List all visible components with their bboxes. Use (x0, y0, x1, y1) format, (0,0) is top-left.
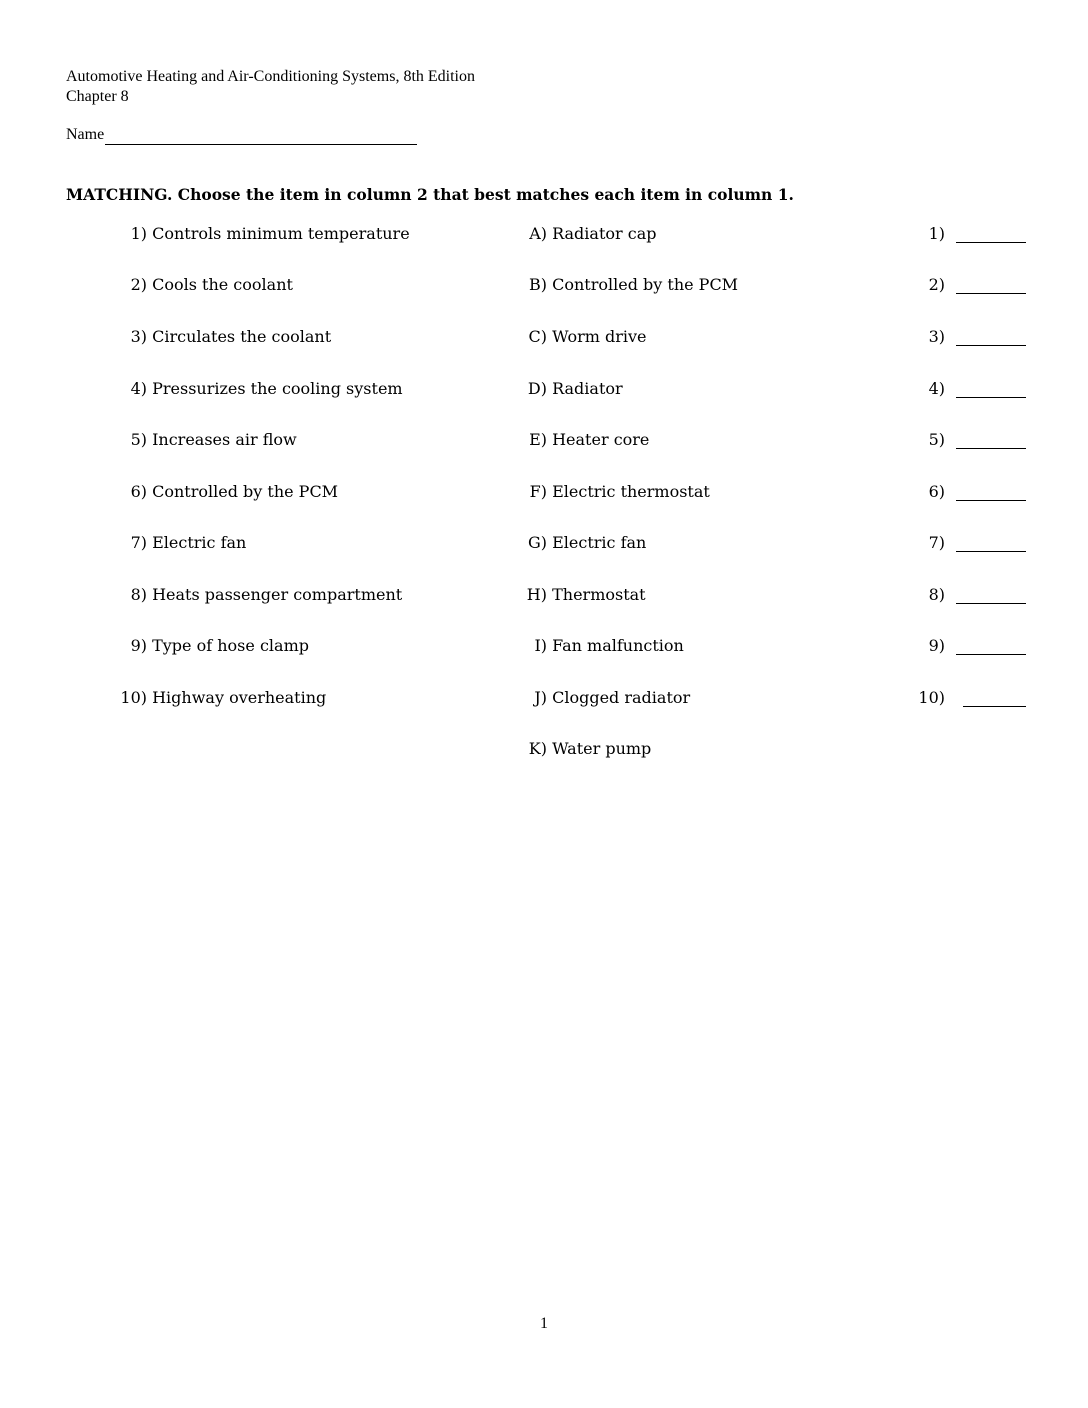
option-text: Clogged radiator (552, 688, 691, 707)
answer-number: 4) (928, 379, 945, 398)
matching-row (0, 686, 1088, 710)
matching-row (0, 737, 1088, 761)
name-label: Name (66, 126, 105, 143)
option-text: Electric thermostat (552, 482, 710, 501)
question-text: Controls minimum temperature (152, 224, 410, 243)
question-item (110, 428, 410, 452)
chapter-label: Chapter 8 (66, 88, 129, 105)
answer-number: 6) (928, 482, 945, 501)
matching-instructions: MATCHING. Choose the item in column 2 that best matches each item in column 1. (66, 185, 794, 204)
option-item (505, 686, 690, 710)
question-text: Pressurizes the cooling system (152, 379, 403, 398)
question-item (110, 583, 410, 607)
answer-blank (915, 325, 945, 349)
answer-blank (915, 428, 945, 452)
option-item (505, 531, 646, 555)
matching-row (0, 222, 1088, 246)
question-item (110, 377, 410, 401)
answer-line[interactable] (956, 500, 1026, 501)
answer-number: 3) (928, 327, 945, 346)
option-letter: A) (529, 224, 547, 243)
answer-line[interactable] (956, 551, 1026, 552)
answer-blank (915, 634, 945, 658)
matching-row (0, 583, 1088, 607)
question-text: Circulates the coolant (152, 327, 332, 346)
document-header (66, 67, 475, 107)
answer-blank (915, 583, 945, 607)
name-field[interactable] (105, 126, 417, 145)
option-item (505, 737, 651, 761)
matching-row (0, 273, 1088, 297)
matching-row (0, 377, 1088, 401)
matching-row (0, 428, 1088, 452)
answer-blank (915, 686, 945, 710)
answer-number: 8) (928, 585, 945, 604)
answer-line[interactable] (956, 242, 1026, 243)
answer-number: 2) (928, 275, 945, 294)
answer-blank (915, 273, 945, 297)
option-item (505, 428, 649, 452)
answer-line[interactable] (956, 293, 1026, 294)
question-number: 3) (130, 327, 147, 346)
matching-row (0, 634, 1088, 658)
matching-row (0, 531, 1088, 555)
matching-row (0, 325, 1088, 349)
answer-line[interactable] (963, 706, 1026, 707)
answer-blank (915, 377, 945, 401)
question-item (110, 222, 410, 246)
answer-blank (915, 222, 945, 246)
matching-row (0, 480, 1088, 504)
page-number: 1 (540, 1315, 548, 1332)
option-item (505, 377, 623, 401)
option-letter: I) (534, 636, 547, 655)
question-number: 9) (130, 636, 147, 655)
question-number: 4) (130, 379, 147, 398)
option-text: Fan malfunction (552, 636, 684, 655)
answer-line[interactable] (956, 654, 1026, 655)
question-item (110, 531, 410, 555)
option-text: Thermostat (552, 585, 646, 604)
question-text: Controlled by the PCM (152, 482, 339, 501)
question-text: Electric fan (152, 533, 247, 552)
option-letter: E) (529, 430, 547, 449)
answer-line[interactable] (956, 397, 1026, 398)
option-letter: J) (534, 688, 547, 707)
option-letter: F) (529, 482, 547, 501)
option-text: Heater core (552, 430, 650, 449)
question-item (110, 325, 410, 349)
question-text: Cools the coolant (152, 275, 293, 294)
option-letter: B) (529, 275, 547, 294)
question-text: Heats passenger compartment (152, 585, 403, 604)
book-title: Automotive Heating and Air-Conditioning Systems, 8th Edition (66, 68, 475, 85)
answer-line[interactable] (956, 603, 1026, 604)
name-row (66, 125, 417, 145)
question-text: Increases air flow (152, 430, 297, 449)
question-number: 2) (130, 275, 147, 294)
option-text: Radiator (552, 379, 623, 398)
answer-number: 5) (928, 430, 945, 449)
option-item (505, 273, 738, 297)
option-text: Electric fan (552, 533, 647, 552)
option-text: Water pump (552, 739, 652, 758)
question-item (110, 686, 410, 710)
option-text: Radiator cap (552, 224, 657, 243)
question-number: 5) (130, 430, 147, 449)
question-item (110, 634, 410, 658)
question-text: Highway overheating (152, 688, 327, 707)
question-number: 7) (130, 533, 147, 552)
option-item (505, 634, 684, 658)
answer-number: 7) (928, 533, 945, 552)
question-number: 8) (130, 585, 147, 604)
option-item (505, 222, 656, 246)
answer-blank (915, 480, 945, 504)
question-number: 1) (130, 224, 147, 243)
answer-number: 1) (928, 224, 945, 243)
option-letter: D) (527, 379, 547, 398)
question-number: 6) (130, 482, 147, 501)
option-text: Controlled by the PCM (552, 275, 739, 294)
question-item (110, 273, 410, 297)
option-item (505, 480, 710, 504)
option-item (505, 583, 646, 607)
question-text: Type of hose clamp (152, 636, 309, 655)
option-letter: C) (528, 327, 547, 346)
question-number: 10) (120, 688, 147, 707)
answer-line[interactable] (956, 345, 1026, 346)
answer-blank (915, 531, 945, 555)
option-text: Worm drive (552, 327, 647, 346)
question-item (110, 480, 410, 504)
answer-number: 9) (928, 636, 945, 655)
option-letter: G) (527, 533, 547, 552)
option-letter: K) (528, 739, 547, 758)
answer-line[interactable] (956, 448, 1026, 449)
option-item (505, 325, 647, 349)
option-letter: H) (526, 585, 547, 604)
answer-number: 10) (918, 688, 945, 707)
